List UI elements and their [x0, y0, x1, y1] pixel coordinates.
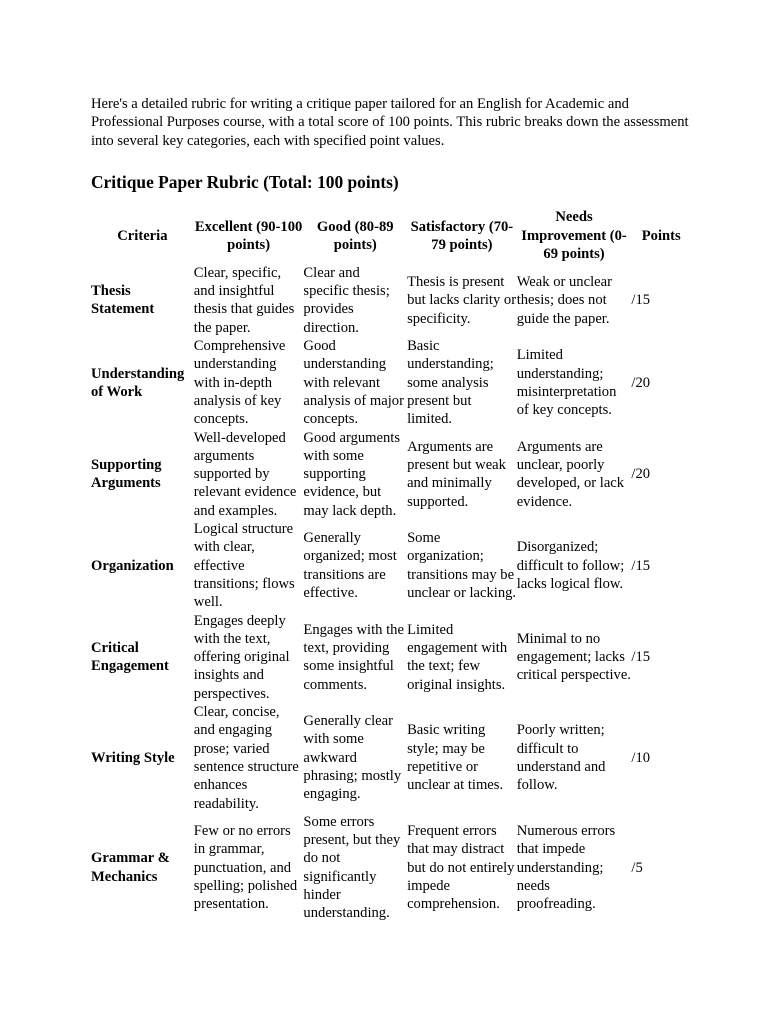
criteria-cell: Writing Style [91, 749, 175, 766]
good-cell: Clear and specific thesis; provides direction. [303, 264, 390, 336]
table-row [91, 429, 691, 520]
table-row [91, 612, 691, 703]
criteria-cell: Supporting Arguments [91, 457, 162, 492]
satisfactory-cell: Arguments are present but weak and minimally supported. [407, 438, 506, 510]
satisfactory-cell: Frequent errors that may distract but do not entirely impede comprehension. [407, 822, 515, 913]
header-points: Points [641, 227, 681, 244]
table-row [91, 264, 691, 337]
criteria-cell: Understanding of Work [91, 365, 185, 400]
table-row [91, 703, 691, 813]
points-cell: /20 [631, 466, 651, 483]
excellent-cell: Engages deeply with the text, offering original insights and perspectives. [193, 612, 290, 702]
satisfactory-cell: Thesis is present but lacks clarity or specificity. [407, 274, 517, 327]
criteria-cell: Organization [91, 557, 174, 574]
criteria-cell: Grammar & Mechanics [91, 850, 170, 885]
good-cell: Good understanding with relevant analysis of major concepts. [303, 338, 404, 428]
criteria-cell: Critical Engagement [91, 639, 169, 675]
header-satisfactory: Satisfactory (70-79 points) [410, 218, 514, 253]
header-excellent: Excellent (90-100 points) [194, 218, 303, 253]
needs-improvement-cell: Limited understanding; misinterpretation of key concepts. [516, 347, 617, 419]
points-cell: /15 [631, 292, 651, 309]
needs-improvement-cell: Minimal to no engagement; lacks critical perspective. [516, 630, 631, 684]
good-cell: Engages with the text, providing some insightful comments. [303, 621, 404, 693]
points-cell: /15 [631, 649, 651, 666]
good-cell: Some errors present, but they do not significantly hinder understanding. [303, 813, 401, 922]
header-good: Good (80-89 points) [316, 218, 394, 253]
table-row [91, 520, 691, 611]
excellent-cell: Clear, concise, and engaging prose; varied sentence structure enhances readability. [193, 704, 299, 812]
points-cell: /5 [631, 859, 643, 876]
excellent-cell: Logical structure with clear, effective transitions; flows well. [193, 521, 295, 611]
header-criteria: Criteria [117, 227, 168, 244]
table-row [91, 337, 691, 428]
rubric-table [91, 208, 691, 923]
excellent-cell: Comprehensive understanding with in-depth analysis of key concepts. [193, 338, 286, 428]
needs-improvement-cell: Arguments are unclear, poorly developed, or lack evidence. [516, 438, 625, 510]
satisfactory-cell: Limited engagement with the text; few original insights. [407, 621, 508, 693]
points-cell: /20 [631, 374, 651, 391]
table-header-row [91, 208, 691, 264]
header-needs-improvement: Needs Improvement (0-69 points) [521, 209, 627, 263]
good-cell: Generally organized; most transitions are effective. [303, 530, 397, 602]
good-cell: Good arguments with some supporting evidence, but may lack depth. [303, 429, 401, 519]
needs-improvement-cell: Numerous errors that impede understanding; needs proofreading. [516, 822, 616, 913]
points-cell: /15 [631, 557, 651, 574]
satisfactory-cell: Basic understanding; some analysis present but limited. [407, 338, 494, 428]
criteria-cell: Thesis Statement [91, 283, 155, 318]
needs-improvement-cell: Disorganized; difficult to follow; lacks logical flow. [516, 539, 625, 592]
needs-improvement-cell: Poorly written; difficult to understand and follow. [516, 722, 606, 794]
needs-improvement-cell: Weak or unclear thesis; does not guide the paper. [516, 274, 612, 327]
excellent-cell: Well-developed arguments supported by relevant evidence and examples. [193, 429, 297, 519]
points-cell: /10 [631, 749, 651, 766]
document-page [91, 95, 691, 923]
satisfactory-cell: Some organization; transitions may be unclear or lacking. [407, 530, 517, 602]
satisfactory-cell: Basic writing style; may be repetitive or unclear at times. [407, 722, 504, 794]
excellent-cell: Clear, specific, and insightful thesis that guides the paper. [193, 264, 295, 336]
rubric-title: Critique Paper Rubric (Total: 100 points) [91, 171, 399, 192]
excellent-cell: Few or no errors in grammar, punctuation, and spelling; polished presentation. [193, 822, 298, 913]
good-cell: Generally clear with some awkward phrasing; mostly engaging. [303, 713, 402, 803]
table-row [91, 813, 691, 923]
intro-paragraph: Here's a detailed rubric for writing a critique paper tailored for an English for Academic and Professional Purposes course, with a total score of 100 points. This rubric breaks down the assessment into several key categories, each with specified point values. [91, 96, 689, 149]
